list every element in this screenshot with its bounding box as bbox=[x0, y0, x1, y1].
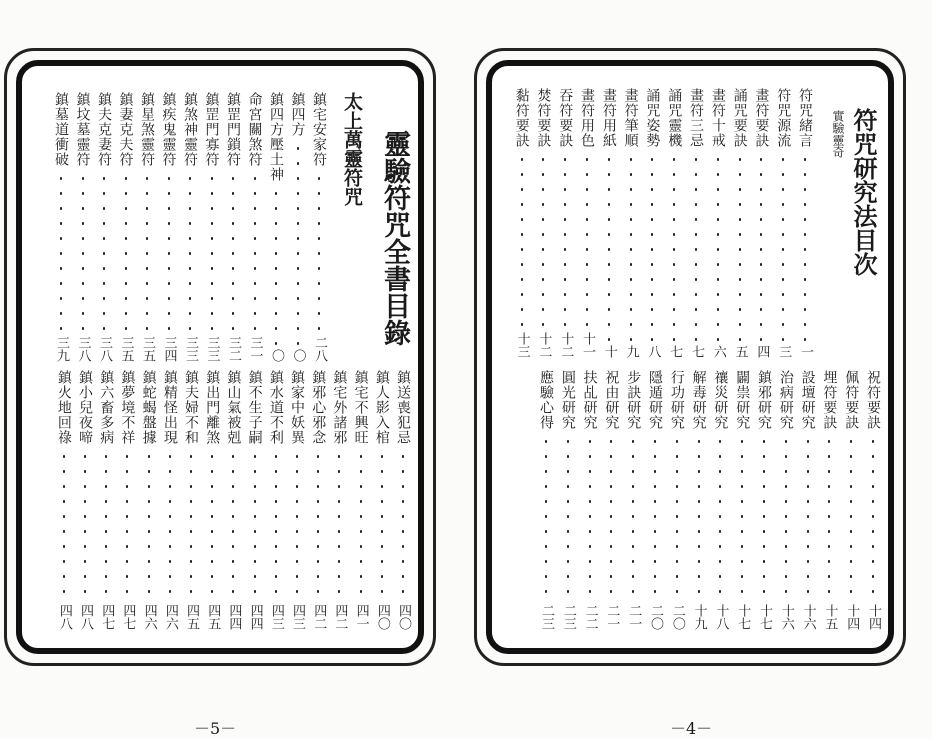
toc-entry-label: 步訣研究 bbox=[625, 370, 642, 430]
toc-entry bbox=[95, 92, 113, 362]
toc-entry-page: 〇 bbox=[290, 349, 306, 362]
toc-entry-label: 鎮邪心邪念 bbox=[310, 370, 327, 445]
dot-leader bbox=[673, 152, 675, 341]
toc-entry-label: 鎮出門離煞 bbox=[204, 370, 221, 445]
toc-entry-page: 三 bbox=[776, 345, 792, 358]
toc-entry bbox=[687, 88, 705, 358]
toc-entry-page: 四一 bbox=[353, 604, 369, 630]
toc-entry-page: 十六 bbox=[800, 604, 816, 630]
toc-entry bbox=[309, 370, 327, 630]
toc-entry-page: 十二 bbox=[558, 332, 574, 358]
toc-entry-label: 黏符要訣 bbox=[513, 88, 530, 148]
toc-entry-page: 四七 bbox=[99, 604, 115, 630]
toc-entry-page: 四三 bbox=[268, 604, 284, 630]
toc-entry-page: 三九 bbox=[54, 336, 69, 362]
toc-entry bbox=[602, 370, 620, 630]
toc-entry-label: 隱遁研究 bbox=[647, 370, 663, 430]
dot-leader bbox=[169, 449, 171, 600]
toc-entry-page: 七 bbox=[667, 345, 683, 358]
toc-entry bbox=[711, 370, 729, 630]
toc-entry bbox=[76, 370, 94, 630]
toc-entry-page: 十三 bbox=[514, 332, 530, 358]
toc-entry-page: 二一 bbox=[626, 604, 642, 630]
toc-entry-label: 畫符筆順 bbox=[622, 88, 639, 148]
dot-leader bbox=[63, 449, 65, 600]
toc-entry-label: 鎮四方 bbox=[289, 92, 306, 137]
dot-leader bbox=[254, 449, 256, 600]
toc-entry bbox=[842, 370, 860, 630]
toc-entry-page: 二一 bbox=[604, 604, 620, 630]
toc-entry bbox=[55, 370, 73, 630]
toc-entry-page: 九 bbox=[623, 345, 639, 358]
toc-entry bbox=[534, 88, 552, 358]
page-number: －4－ bbox=[670, 719, 713, 738]
toc-entry bbox=[668, 370, 686, 630]
dot-leader bbox=[146, 171, 148, 332]
dot-leader bbox=[698, 434, 700, 600]
dot-leader bbox=[872, 434, 874, 600]
page-subtitle: 太上萬靈符咒 bbox=[341, 92, 363, 206]
toc-entry bbox=[643, 88, 661, 358]
dot-leader bbox=[82, 171, 84, 332]
toc-entry bbox=[373, 370, 391, 630]
toc-entry-page: 十九 bbox=[691, 604, 707, 630]
toc-entry-label: 鎮煞神靈符 bbox=[182, 92, 198, 167]
toc-entry-page: 十二 bbox=[536, 332, 552, 358]
dot-leader bbox=[275, 449, 277, 600]
dot-leader bbox=[402, 449, 404, 600]
toc-entry bbox=[138, 92, 156, 362]
dot-leader bbox=[338, 449, 340, 600]
toc-entry bbox=[224, 92, 242, 362]
toc-entry bbox=[117, 92, 135, 362]
toc-entry-page: 十四 bbox=[844, 604, 860, 630]
toc-entry-label: 圓光研究 bbox=[559, 370, 576, 430]
toc-entry-page: 十五 bbox=[822, 604, 838, 630]
dot-leader bbox=[651, 152, 653, 341]
toc-entry-page: 四八 bbox=[78, 604, 93, 630]
toc-entry-label: 行功研究 bbox=[668, 370, 685, 430]
toc-entry-page: 十一 bbox=[580, 332, 595, 358]
toc-entry-label: 誦咒靈機 bbox=[666, 88, 683, 148]
toc-entry-label: 鎮夫克妻符 bbox=[96, 92, 112, 167]
toc-entry-label: 鎮火地回祿 bbox=[55, 370, 72, 445]
toc-entry-label: 扶乩研究 bbox=[581, 370, 598, 430]
toc-entry-page: 三五 bbox=[140, 336, 155, 362]
toc-entry-label: 吞符要訣 bbox=[557, 88, 574, 148]
dot-leader bbox=[567, 434, 569, 600]
toc-entry bbox=[556, 88, 574, 358]
toc-entry-label: 鎮宅外諸邪 bbox=[331, 370, 348, 445]
dot-leader bbox=[190, 449, 192, 600]
toc-entry-label: 鎮夢境不祥 bbox=[119, 370, 136, 445]
dot-leader bbox=[610, 434, 612, 600]
toc-entry-label: 鎮山氣被剋 bbox=[225, 370, 242, 445]
toc-entry-label: 鎮精怪出現 bbox=[161, 370, 178, 445]
toc-entry-label: 鎮家中妖異 bbox=[289, 370, 305, 445]
toc-entry-label: 鎮宅安家符 bbox=[311, 92, 327, 167]
toc-entry-page: 三三 bbox=[183, 336, 198, 362]
dot-leader bbox=[275, 186, 277, 345]
toc-entry bbox=[578, 88, 596, 358]
toc-entry-page: 四 bbox=[754, 345, 770, 358]
toc-entry-page: 十七 bbox=[757, 604, 772, 630]
dot-leader bbox=[763, 434, 765, 600]
toc-entry-label: 鎮不生子嗣 bbox=[246, 370, 263, 445]
toc-entry bbox=[665, 88, 683, 358]
dot-leader bbox=[589, 434, 591, 600]
toc-entry-label: 命宮關煞符 bbox=[246, 92, 263, 167]
toc-entry bbox=[181, 92, 199, 362]
toc-entry bbox=[777, 370, 795, 630]
dot-leader bbox=[719, 434, 721, 600]
toc-entry-page: 〇 bbox=[269, 349, 284, 362]
toc-entry-label: 鎮人影入棺 bbox=[373, 370, 390, 445]
toc-entry-page: 四二 bbox=[332, 604, 348, 630]
toc-entry bbox=[267, 370, 285, 630]
toc-entry-label: 焚符要訣 bbox=[535, 88, 552, 148]
dot-leader bbox=[126, 449, 128, 600]
toc-entry-page: 二三 bbox=[539, 604, 554, 630]
toc-entry-page: 十八 bbox=[713, 604, 729, 630]
toc-entry-label: 設壇研究 bbox=[799, 370, 816, 430]
toc-entry-label: 應驗心得 bbox=[538, 370, 554, 430]
toc-entry-page: 二〇 bbox=[648, 604, 663, 630]
toc-entry-page: 一 bbox=[798, 345, 813, 358]
dot-leader bbox=[545, 434, 547, 600]
toc-entry-page: 七 bbox=[689, 345, 704, 358]
page-title: 靈驗符咒全書目錄 bbox=[379, 130, 410, 346]
dot-leader bbox=[564, 152, 566, 328]
left-toc bbox=[24, 82, 416, 636]
toc-entry-page: 三八 bbox=[97, 336, 112, 362]
dot-leader bbox=[807, 434, 809, 600]
toc-entry-label: 鎮疾鬼靈符 bbox=[160, 92, 177, 167]
toc-entry-page: 五 bbox=[732, 345, 748, 358]
toc-entry-page: 四七 bbox=[120, 604, 136, 630]
toc-entry-label: 禳災研究 bbox=[712, 370, 729, 430]
toc-entry-label: 鎮妻克夫符 bbox=[117, 92, 134, 167]
dot-leader bbox=[84, 449, 86, 600]
toc-entry-page: 十七 bbox=[735, 604, 751, 630]
toc-entry bbox=[160, 92, 178, 362]
toc-entry bbox=[624, 370, 642, 630]
toc-entry-page: 六 bbox=[710, 345, 726, 358]
toc-entry-label: 治病研究 bbox=[777, 370, 794, 430]
toc-entry-page: 四五 bbox=[184, 604, 199, 630]
toc-entry-page: 四六 bbox=[141, 604, 157, 630]
toc-entry-label: 解毒研究 bbox=[690, 370, 707, 430]
toc-entry bbox=[118, 370, 136, 630]
toc-entry-page: 四三 bbox=[290, 604, 305, 630]
toc-entry bbox=[203, 92, 221, 362]
toc-entry bbox=[581, 370, 599, 630]
toc-entry-label: 鎮蛇蝎盤據 bbox=[140, 370, 157, 445]
dot-leader bbox=[632, 434, 634, 600]
toc-entry bbox=[622, 88, 640, 358]
toc-entry-page: 四八 bbox=[56, 604, 72, 630]
toc-entry-page: 二三 bbox=[560, 604, 576, 630]
toc-entry-label: 鎮星煞靈符 bbox=[139, 92, 155, 167]
dot-leader bbox=[608, 152, 610, 341]
toc-entry-label: 誦咒姿勢 bbox=[644, 88, 661, 148]
toc-entry bbox=[774, 88, 792, 358]
dot-leader bbox=[232, 449, 234, 600]
toc-entry-label: 鎮宅不興旺 bbox=[352, 370, 369, 445]
toc-entry-label: 佩符要訣 bbox=[843, 370, 860, 430]
toc-entry bbox=[690, 370, 708, 630]
dot-leader bbox=[105, 449, 107, 600]
toc-entry bbox=[799, 370, 817, 630]
toc-entry bbox=[246, 92, 264, 362]
dot-leader bbox=[739, 152, 741, 341]
toc-entry-page: 二〇 bbox=[669, 604, 685, 630]
toc-entry-label: 符咒源流 bbox=[775, 88, 792, 148]
toc-entry bbox=[796, 88, 814, 358]
toc-entry bbox=[537, 370, 555, 630]
dot-leader bbox=[318, 171, 320, 332]
toc-entry bbox=[864, 370, 882, 630]
toc-entry-label: 鎮坟墓靈符 bbox=[74, 92, 91, 167]
dot-leader bbox=[542, 152, 544, 328]
dot-leader bbox=[850, 434, 852, 600]
toc-entry-label: 埋符要訣 bbox=[821, 370, 838, 430]
toc-entry-page: 四〇 bbox=[374, 604, 390, 630]
toc-entry-label: 鎮水道不利 bbox=[267, 370, 284, 445]
dot-leader bbox=[317, 449, 319, 600]
left-page bbox=[4, 48, 436, 738]
dot-leader bbox=[232, 171, 234, 332]
dot-leader bbox=[782, 152, 784, 341]
toc-entry bbox=[352, 370, 370, 630]
right-page bbox=[474, 48, 906, 738]
dot-leader bbox=[381, 449, 383, 600]
toc-entry-label: 祝符要訣 bbox=[865, 370, 881, 430]
toc-entry-label: 闢祟研究 bbox=[734, 370, 751, 430]
dot-leader bbox=[586, 152, 588, 328]
toc-entry bbox=[182, 370, 200, 630]
dot-leader bbox=[741, 434, 743, 600]
dot-leader bbox=[103, 171, 105, 332]
toc-entry bbox=[310, 92, 328, 362]
dot-leader bbox=[211, 171, 213, 332]
toc-entry-page: 二二 bbox=[582, 604, 598, 630]
dot-leader bbox=[804, 152, 806, 341]
dot-leader bbox=[828, 434, 830, 600]
toc-entry bbox=[246, 370, 264, 630]
toc-entry-page: 四二 bbox=[311, 604, 327, 630]
toc-entry bbox=[733, 370, 751, 630]
dot-leader bbox=[148, 449, 150, 600]
toc-entry-page: 四四 bbox=[247, 604, 263, 630]
toc-entry-label: 鎮六畜多病 bbox=[98, 370, 115, 445]
dot-leader bbox=[125, 171, 127, 332]
toc-entry-label: 畫符三忌 bbox=[688, 88, 704, 148]
toc-entry-label: 鎮墓道衝破 bbox=[53, 92, 69, 167]
toc-entry bbox=[288, 370, 306, 630]
toc-entry-page: 十 bbox=[601, 345, 617, 358]
toc-entry-label: 祝由研究 bbox=[603, 370, 620, 430]
toc-entry bbox=[267, 92, 285, 362]
toc-entry-page: 四五 bbox=[205, 604, 221, 630]
toc-entry bbox=[140, 370, 158, 630]
toc-entry-label: 畫符十戒 bbox=[709, 88, 726, 148]
dot-leader bbox=[654, 434, 656, 600]
dot-leader bbox=[297, 141, 299, 345]
page-title: 符咒研究法目次 bbox=[849, 108, 878, 276]
dot-leader bbox=[189, 171, 191, 332]
toc-entry bbox=[203, 370, 221, 630]
toc-entry-page: 四四 bbox=[226, 604, 242, 630]
toc-entry-page: 三五 bbox=[118, 336, 134, 362]
toc-entry bbox=[52, 92, 70, 362]
right-toc bbox=[494, 82, 886, 636]
toc-entry bbox=[513, 88, 531, 358]
toc-entry bbox=[97, 370, 115, 630]
toc-entry bbox=[646, 370, 664, 630]
toc-entry bbox=[289, 92, 307, 362]
toc-entry-page: 三四 bbox=[161, 336, 177, 362]
toc-entry-page: 三二 bbox=[226, 336, 241, 362]
toc-entry-label: 畫符用色 bbox=[579, 88, 595, 148]
dot-leader bbox=[695, 152, 697, 341]
toc-entry-label: 畫符用紙 bbox=[600, 88, 617, 148]
dot-leader bbox=[676, 434, 678, 600]
toc-entry bbox=[600, 88, 618, 358]
toc-entry-page: 十四 bbox=[866, 604, 881, 630]
dot-leader bbox=[760, 152, 762, 341]
page-number: －5－ bbox=[194, 719, 237, 738]
dot-leader bbox=[296, 449, 298, 600]
toc-entry bbox=[755, 370, 773, 630]
toc-entry-page: 八 bbox=[645, 345, 661, 358]
toc-entry-page: 三八 bbox=[75, 336, 91, 362]
dot-leader bbox=[785, 434, 787, 600]
toc-entry-page: 四六 bbox=[162, 604, 178, 630]
toc-entry-label: 畫符要訣 bbox=[753, 88, 770, 148]
dot-leader bbox=[168, 171, 170, 332]
toc-entry-label: 鎮送喪犯忌 bbox=[395, 370, 411, 445]
dot-leader bbox=[211, 449, 213, 600]
dot-leader bbox=[360, 449, 362, 600]
toc-entry-label: 鎮罡門鎖符 bbox=[225, 92, 241, 167]
toc-entry bbox=[559, 370, 577, 630]
toc-entry bbox=[752, 88, 770, 358]
dot-leader bbox=[254, 171, 256, 332]
dot-leader bbox=[60, 171, 62, 332]
dot-leader bbox=[521, 152, 523, 328]
dot-leader bbox=[630, 152, 632, 341]
toc-entry bbox=[820, 370, 838, 630]
toc-entry-page: 三一 bbox=[247, 336, 263, 362]
toc-entry bbox=[709, 88, 727, 358]
toc-entry-label: 符咒緒言 bbox=[797, 88, 813, 148]
toc-entry-page: 二八 bbox=[312, 336, 327, 362]
toc-entry bbox=[330, 370, 348, 630]
toc-entry bbox=[161, 370, 179, 630]
toc-entry bbox=[74, 92, 92, 362]
toc-entry-page: 十六 bbox=[778, 604, 794, 630]
dot-leader bbox=[717, 152, 719, 341]
toc-entry-label: 鎮罡門寡符 bbox=[203, 92, 220, 167]
toc-entry-label: 鎮四方壓土神 bbox=[268, 92, 284, 182]
toc-entry-label: 鎮夫婦不和 bbox=[183, 370, 199, 445]
toc-entry-page: 四〇 bbox=[396, 604, 411, 630]
toc-entry-label: 誦咒要訣 bbox=[731, 88, 748, 148]
toc-entry bbox=[224, 370, 242, 630]
page-subtitle: 實驗靈奇 bbox=[831, 110, 845, 158]
toc-entry-label: 鎮邪研究 bbox=[756, 370, 772, 430]
toc-entry bbox=[394, 370, 412, 630]
toc-entry bbox=[731, 88, 749, 358]
toc-entry-page: 三三 bbox=[204, 336, 220, 362]
toc-entry-label: 鎮小兒夜啼 bbox=[77, 370, 93, 445]
